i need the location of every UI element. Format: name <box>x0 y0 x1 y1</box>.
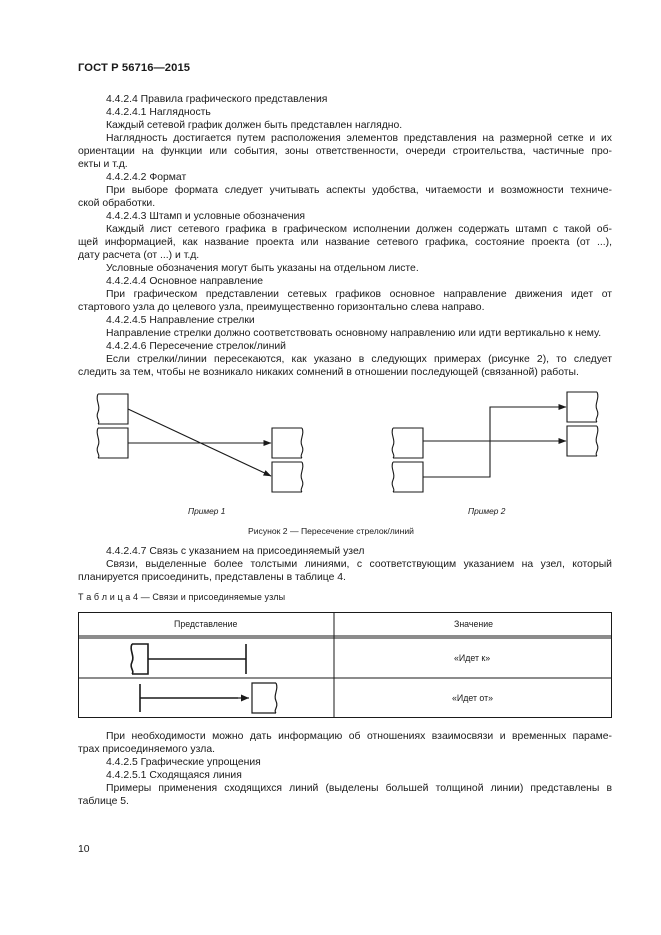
column-header-value: Значение <box>454 619 494 629</box>
paragraph-line: ской обработки. <box>78 198 156 209</box>
paragraph-line: Каждый сетевой график должен быть представлен наглядно. <box>106 120 403 131</box>
section-heading: 4.4.2.4.4 Основное направление <box>106 276 263 287</box>
example2-bent-arrow <box>423 407 566 477</box>
example1-label: Пример 1 <box>188 506 226 516</box>
paragraph-line: таблице 5. <box>78 796 129 807</box>
table-cell-value: «Идет от» <box>452 693 494 703</box>
table-caption: Т а б л и ц а 4 — Связи и присоединяемые узлы <box>78 592 286 602</box>
section-heading: 4.4.2.4.3 Штамп и условные обозначения <box>106 211 306 222</box>
coming-from-link-symbol <box>140 683 277 713</box>
example2-label: Пример 2 <box>468 506 506 516</box>
section-heading: 4.4.2.4.7 Связь с указанием на присоединяемый узел <box>106 546 365 557</box>
going-to-link-symbol <box>131 644 246 674</box>
paragraph-line: Примеры применения сходящихся линий (выделены большей толщиной линии) представлены в <box>106 783 612 794</box>
example2-source-node-bottom <box>392 462 423 492</box>
paragraph-line: трах присоединяемого узла. <box>78 744 215 755</box>
paragraph-line: Каждый лист сетевого графика в графическом исполнении должен содержать штамп с такой об- <box>106 224 612 235</box>
paragraph-line: При графическом представлении сетевых графиков основное направление движения идет от <box>106 289 612 300</box>
section-heading: 4.4.2.4.2 Формат <box>106 172 187 183</box>
paragraph-line: ориентации на функции или события, зоны ответственности, очереди строительства, частичные про- <box>78 146 612 157</box>
section-heading: 4.4.2.5.1 Сходящаяся линия <box>106 770 242 781</box>
table-grid <box>78 612 612 718</box>
section-heading: 4.4.2.4.5 Направление стрелки <box>106 315 255 326</box>
paragraph-line: Условные обозначения могут быть указаны на отдельном листе. <box>106 263 419 274</box>
example2-target-node-bottom <box>567 426 598 456</box>
example2-target-node-top <box>567 392 598 422</box>
paragraph-line: следить за тем, чтобы не возникало никаких сомнений в отношении последующей (связанной) работы. <box>78 367 579 378</box>
paragraph-line: При выборе формата следует учитывать аспекты удобства, читаемости и возможности техниче- <box>106 185 612 196</box>
column-header-representation: Представление <box>174 619 238 629</box>
table-4 <box>78 612 612 718</box>
example2-source-node-top <box>392 428 423 458</box>
document-header: ГОСТ Р 56716—2015 <box>78 62 191 74</box>
example1-source-node-bottom <box>97 428 128 458</box>
paragraph-line: Связи, выделенные более толстыми линиями, с соответствующим указанием на узел, который <box>106 559 612 570</box>
page-number: 10 <box>78 844 90 855</box>
section-heading: 4.4.2.5 Графические упрощения <box>106 757 261 768</box>
example1-target-node-bottom <box>272 462 303 492</box>
paragraph-line: планируется присоединить, представлены в таблице 4. <box>78 572 346 583</box>
section-heading: 4.4.2.4.6 Пересечение стрелок/линий <box>106 341 286 352</box>
table-cell-value: «Идет к» <box>454 653 491 663</box>
paragraph-line: щей информацией, как название проекта или название сетевого графика, состояние проекта (от ...), <box>78 237 612 248</box>
paragraph-line: Направление стрелки должно соответствовать основному направлению или идти вертикально к нему. <box>106 328 602 339</box>
example1-source-node-top <box>97 394 128 424</box>
section-heading: 4.4.2.4 Правила графического представления <box>106 94 328 105</box>
paragraph-line: стартового узла до целевого узла, преимущественно горизонтально слева направо. <box>78 302 485 313</box>
example1-target-node-top <box>272 428 303 458</box>
paragraph-line: При необходимости можно дать информацию об отношениях взаимосвязи и временных параме- <box>106 731 612 742</box>
section-heading: 4.4.2.4.1 Наглядность <box>106 107 211 118</box>
paragraph-line: Наглядность достигается путем расположения элементов представления на размерной сетке и их <box>106 133 612 144</box>
figure-caption: Рисунок 2 — Пересечение стрелок/линий <box>248 526 414 536</box>
paragraph-line: екты и т.д. <box>78 159 128 170</box>
paragraph-line: Если стрелки/линии пересекаются, как указано в следующих примерах (рисунке 2), то следует <box>106 354 612 365</box>
paragraph-line: дату расчета (от ...) и т.д. <box>78 250 200 261</box>
